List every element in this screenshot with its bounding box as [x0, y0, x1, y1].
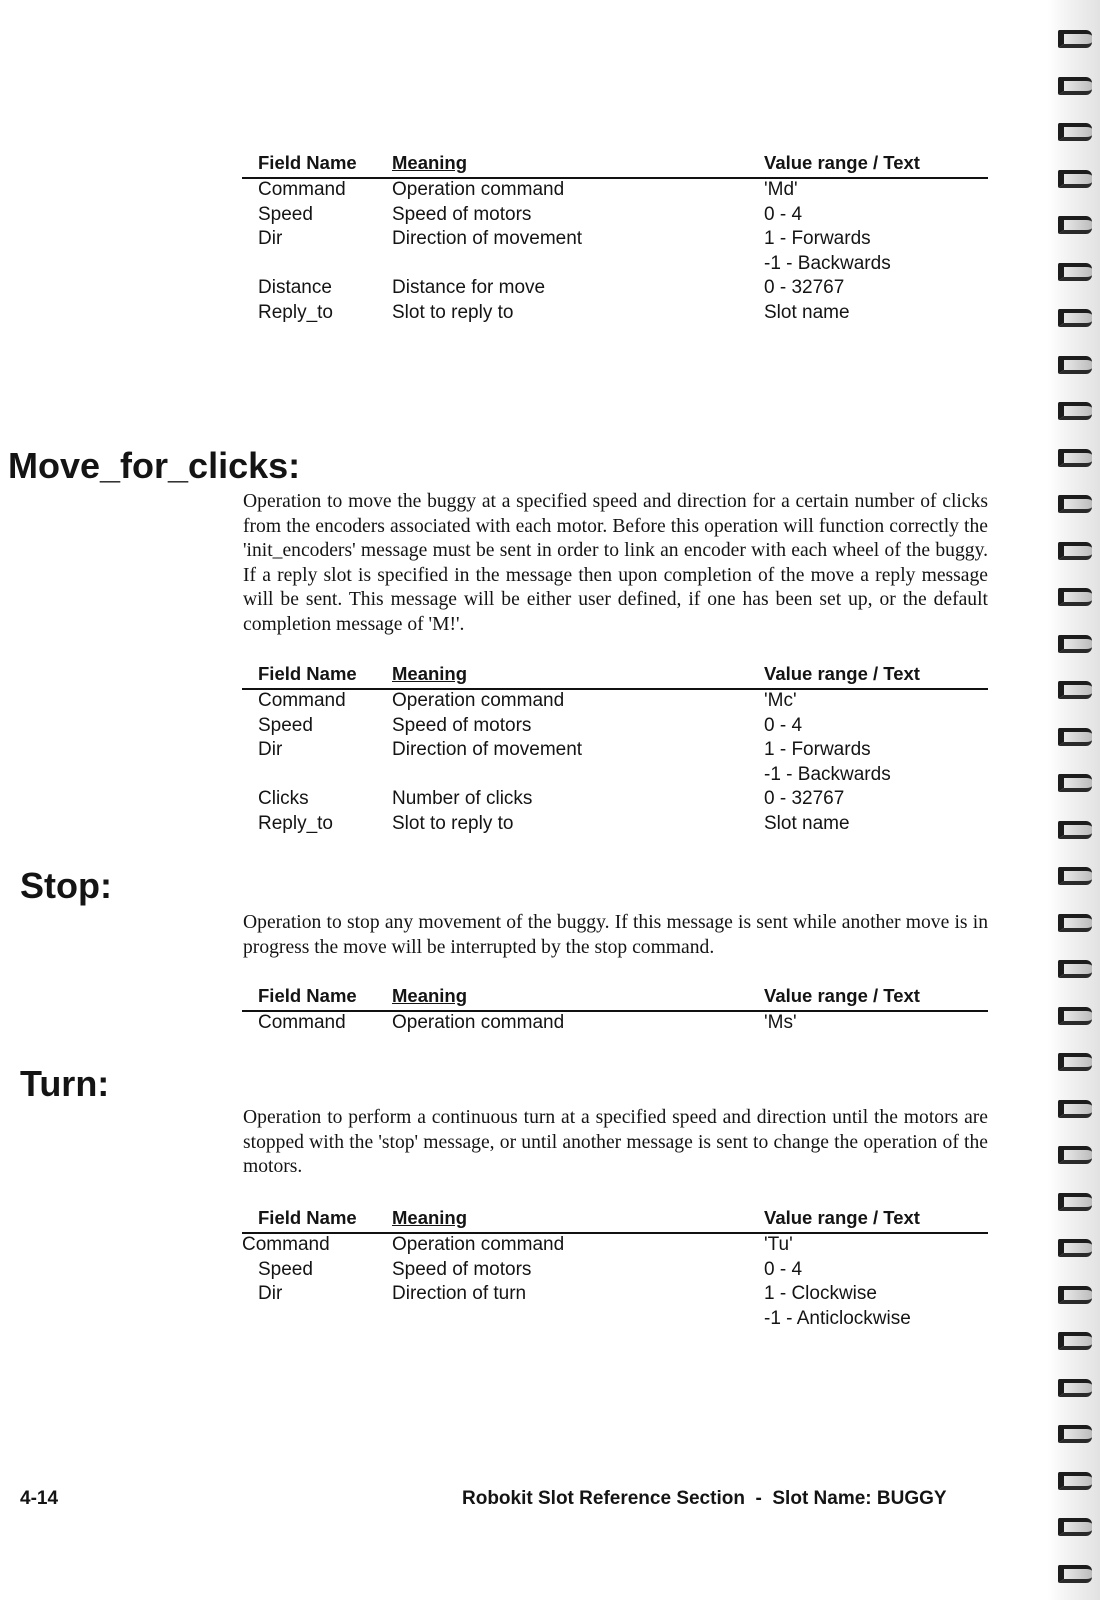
binding-ring: [1058, 495, 1092, 513]
cell: Command: [258, 1012, 346, 1033]
cell: Dir: [258, 1283, 283, 1305]
header-value-range: Value range / Text: [764, 1207, 920, 1228]
spiral-binding: [1048, 0, 1100, 1600]
table-turn: [242, 1207, 988, 1332]
cell: Command: [258, 690, 346, 711]
cell: Dir: [258, 228, 283, 250]
cell: Reply_to: [258, 812, 333, 834]
cell: Speed: [258, 203, 313, 225]
binding-ring: [1058, 1332, 1092, 1350]
binding-ring: [1058, 588, 1092, 606]
binding-ring: [1058, 1518, 1092, 1536]
binding-ring: [1058, 1100, 1092, 1118]
cell: Speed: [258, 714, 313, 736]
header-meaning: Meaning: [392, 663, 468, 684]
binding-ring: [1058, 402, 1092, 420]
cell: 0 - 32767: [764, 788, 845, 810]
table-row: [242, 690, 988, 715]
binding-ring: [1058, 77, 1092, 95]
cell: 'Md': [764, 179, 798, 200]
cell: Speed of motors: [392, 714, 532, 736]
cell: -1 - Backwards: [764, 763, 891, 785]
table-move-distance: [242, 152, 988, 327]
binding-ring: [1058, 170, 1092, 188]
table-row: [242, 813, 988, 838]
cell: Distance: [258, 277, 332, 299]
table-row: [242, 1308, 988, 1333]
header-value-range: Value range / Text: [764, 663, 920, 684]
header-meaning: Meaning: [392, 152, 468, 173]
binding-ring: [1058, 1007, 1092, 1025]
binding-ring: [1058, 1379, 1092, 1397]
table-row: [242, 204, 988, 229]
table-header: [242, 985, 988, 1012]
cell: Speed of motors: [392, 203, 532, 225]
header-field-name: Field Name: [258, 152, 357, 173]
table-row: [242, 764, 988, 789]
table-row: [242, 1259, 988, 1284]
cell: Slot to reply to: [392, 301, 514, 323]
table-row: [242, 715, 988, 740]
cell: Slot name: [764, 301, 850, 323]
cell: Number of clicks: [392, 788, 533, 810]
binding-ring: [1058, 309, 1092, 327]
binding-ring: [1058, 1239, 1092, 1257]
table-stop: [242, 985, 988, 1037]
table-row: [242, 1234, 988, 1259]
cell: Command: [242, 1234, 330, 1255]
header-value-range: Value range / Text: [764, 152, 920, 173]
binding-ring: [1058, 1193, 1092, 1211]
header-field-name: Field Name: [258, 663, 357, 684]
footer-section-title: Robokit Slot Reference Section - Slot Name: BUGGY: [462, 1488, 947, 1509]
cell: Command: [258, 179, 346, 200]
cell: Dir: [258, 739, 283, 761]
cell: Speed of motors: [392, 1258, 532, 1280]
cell: 'Mc': [764, 690, 797, 711]
table-row: [242, 253, 988, 278]
cell: 0 - 4: [764, 1258, 803, 1280]
binding-ring: [1058, 216, 1092, 234]
binding-ring: [1058, 914, 1092, 932]
cell: 'Ms': [764, 1012, 797, 1033]
binding-ring: [1058, 123, 1092, 141]
cell: Slot to reply to: [392, 812, 514, 834]
binding-ring: [1058, 1472, 1092, 1490]
binding-ring: [1058, 821, 1092, 839]
binding-ring: [1058, 1565, 1092, 1583]
cell: Reply_to: [258, 301, 333, 323]
binding-ring: [1058, 728, 1092, 746]
header-meaning: Meaning: [392, 985, 468, 1006]
table-header: [242, 663, 988, 690]
binding-ring: [1058, 1425, 1092, 1443]
cell: 0 - 32767: [764, 277, 845, 299]
cell: Operation command: [392, 179, 565, 200]
cell: Speed: [258, 1258, 313, 1280]
cell: Direction of movement: [392, 739, 583, 761]
turn-description: Operation to perform a continuous turn at a specified speed and direction until the motors are stopped with the 'stop' message, or until another message is sent to change the operation of the motors.: [243, 1107, 988, 1178]
binding-ring: [1058, 30, 1092, 48]
section-title-move-for-clicks: Move_for_clicks:: [8, 445, 301, 486]
binding-ring: [1058, 449, 1092, 467]
page-number: 4-14: [20, 1488, 59, 1509]
cell: 0 - 4: [764, 203, 803, 225]
binding-ring: [1058, 263, 1092, 281]
header-field-name: Field Name: [258, 985, 357, 1006]
binding-ring: [1058, 1146, 1092, 1164]
move-for-clicks-description: Operation to move the buggy at a specified speed and direction for a certain number of clicks from the encoders associated with each motor. Before this operation will function correctly the 'init_encoders' message must be sent in order to link an encoder with each wheel of the buggy. If a reply slot is specified in the message then upon completion of the move a reply message will be sent. This message will be either user defined, if one has been set up, or the default completion message of 'M!'.: [243, 491, 988, 635]
header-value-range: Value range / Text: [764, 985, 920, 1006]
cell: 1 - Clockwise: [764, 1283, 877, 1305]
cell: Operation command: [392, 690, 565, 711]
cell: -1 - Backwards: [764, 252, 891, 274]
section-title-turn: Turn:: [20, 1063, 110, 1104]
table-row: [242, 1283, 988, 1308]
table-header: [242, 152, 988, 179]
binding-ring: [1058, 681, 1092, 699]
binding-ring: [1058, 1053, 1092, 1071]
table-row: [242, 302, 988, 327]
cell: Slot name: [764, 812, 850, 834]
cell: Operation command: [392, 1234, 565, 1255]
binding-ring: [1058, 542, 1092, 560]
table-row: [242, 228, 988, 253]
cell: Clicks: [258, 788, 309, 810]
table-row: [242, 788, 988, 813]
cell: Direction of movement: [392, 228, 583, 250]
table-row: [242, 277, 988, 302]
cell: Operation command: [392, 1012, 565, 1033]
binding-ring: [1058, 960, 1092, 978]
table-row: [242, 1012, 988, 1037]
header-field-name: Field Name: [258, 1207, 357, 1228]
section-title-stop: Stop:: [20, 865, 112, 906]
binding-ring: [1058, 635, 1092, 653]
cell: Direction of turn: [392, 1283, 527, 1305]
header-meaning: Meaning: [392, 1207, 468, 1228]
table-move-for-clicks: [242, 663, 988, 838]
cell: -1 - Anticlockwise: [764, 1307, 911, 1329]
stop-description: Operation to stop any movement of the buggy. If this message is sent while another move is in progress the move will be interrupted by the stop command.: [243, 912, 988, 958]
table-row: [242, 739, 988, 764]
binding-ring: [1058, 1286, 1092, 1304]
table-header: [242, 1207, 988, 1234]
cell: 1 - Forwards: [764, 739, 871, 761]
cell: 1 - Forwards: [764, 228, 871, 250]
cell: Distance for move: [392, 277, 546, 299]
binding-ring: [1058, 867, 1092, 885]
table-row: [242, 179, 988, 204]
binding-ring: [1058, 356, 1092, 374]
cell: 'Tu': [764, 1234, 793, 1255]
binding-ring: [1058, 774, 1092, 792]
cell: 0 - 4: [764, 714, 803, 736]
